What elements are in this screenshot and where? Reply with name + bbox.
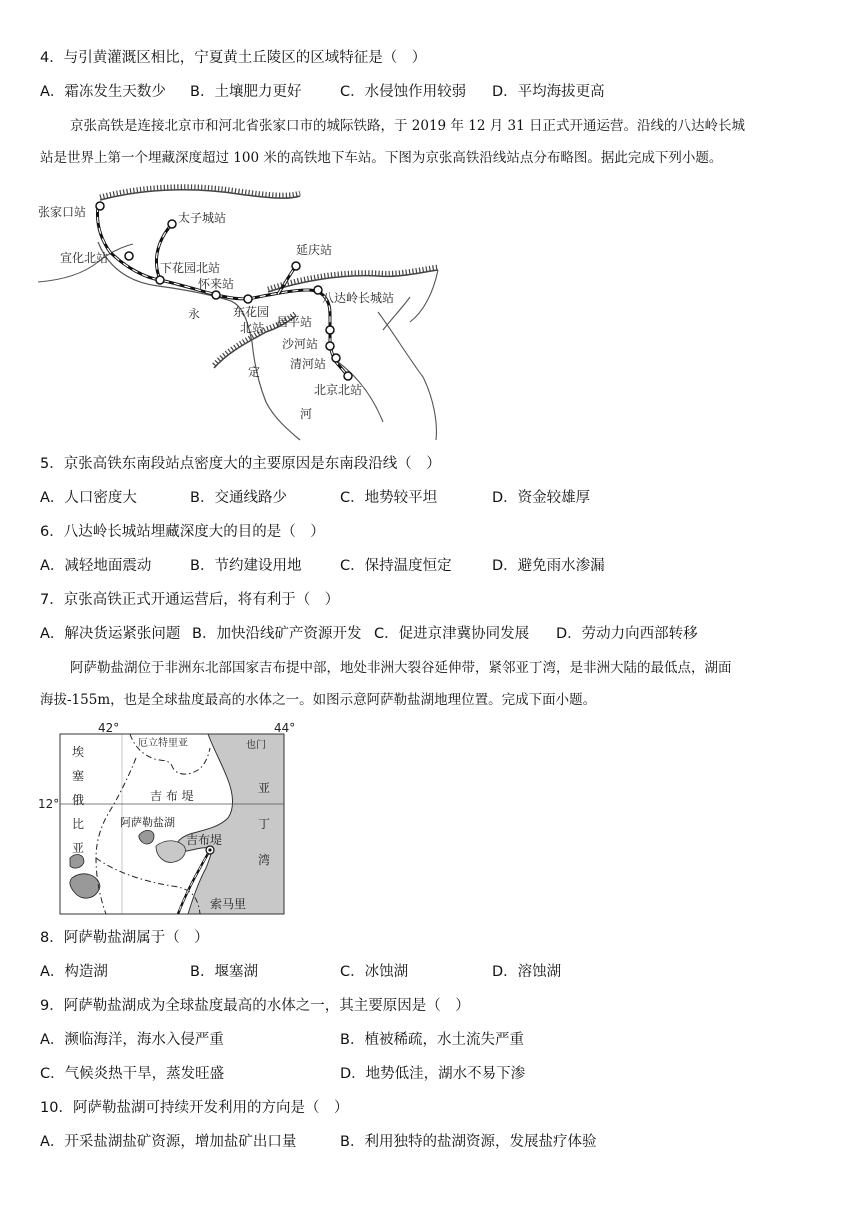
q4-option-b: B．土壤肥力更好 xyxy=(190,84,302,100)
q7-option-d: D．劳动力向西部转移 xyxy=(556,626,698,642)
q5-option-b: B．交通线路少 xyxy=(190,490,287,506)
q5-option-a: A．人口密度大 xyxy=(40,490,137,506)
station-huailai xyxy=(212,291,220,299)
q8-stem: 8．阿萨勒盐湖属于（ ） xyxy=(40,930,209,946)
river-east xyxy=(378,312,436,440)
q7-option-b: B．加快沿线矿产资源开发 xyxy=(192,626,362,642)
label-qinghe: 清河站 xyxy=(290,357,327,371)
q10-option-b: B．利用独特的盐湖资源，发展盐疗体验 xyxy=(340,1134,597,1150)
q8-option-a: A．构造湖 xyxy=(40,964,108,980)
passage2-line1: 阿萨勒盐湖位于非洲东北部国家吉布提中部，地处非洲大裂谷延伸带，紧邻亚丁湾，是非洲大陆的最低点，湖面 xyxy=(70,660,732,676)
label-ethiopia-4: 比 xyxy=(72,817,85,831)
q4-stem: 4．与引黄灌溉区相比，宁夏黄土丘陵区的区域特征是（ ） xyxy=(40,50,427,66)
lat-label: 12° xyxy=(38,797,60,811)
label-ethiopia-2: 塞 xyxy=(72,769,85,783)
label-xiahuayuanbei: 下花园北站 xyxy=(160,261,221,275)
great-wall-east xyxy=(268,270,438,292)
label-beijingbei: 北京北站 xyxy=(314,383,363,397)
label-shahe: 沙河站 xyxy=(282,337,319,351)
station-changping xyxy=(326,326,334,334)
label-eritrea: 厄立特里亚 xyxy=(138,738,188,749)
station-shahe xyxy=(326,342,334,350)
label-gulf-2: 丁 xyxy=(258,817,271,831)
station-qinghe xyxy=(332,354,340,362)
ghoubbet-bay xyxy=(156,841,185,863)
station-beijingbei xyxy=(344,372,352,380)
q7-option-c: C．促进京津冀协同发展 xyxy=(374,626,530,642)
label-gulf-3: 湾 xyxy=(258,853,271,867)
q8-option-d: D．溶蚀湖 xyxy=(492,964,562,980)
q6-option-d: D．避免雨水渗漏 xyxy=(492,558,605,574)
lake-assal-shape xyxy=(139,830,154,844)
label-somalia: 索马里 xyxy=(210,897,247,911)
q7-option-a: A．解决货运紧张问题 xyxy=(40,626,181,642)
q7-stem: 7．京张高铁正式开通运营后，将有利于（ ） xyxy=(40,592,340,608)
q10-stem: 10．阿萨勒盐湖可持续开发利用的方向是（ ） xyxy=(40,1100,349,1116)
label-gulf-1: 亚 xyxy=(258,781,271,795)
q5-stem: 5．京张高铁东南段站点密度大的主要原因是东南段沿线（ ） xyxy=(40,456,441,472)
q5-option-c: C．地势较平坦 xyxy=(340,490,438,506)
passage1-line1: 京张高铁是连接北京市和河北省张家口市的城际铁路，于 2019 年 12 月 31 日正式开通运营。沿线的八达岭长城 xyxy=(70,118,745,134)
station-yanqing xyxy=(292,262,300,270)
passage2-line2: 海拔-155m，也是全球盐度最高的水体之一。如图示意阿萨勒盐湖地理位置。完成下面小题。 xyxy=(40,692,597,708)
passage1-line2: 站是世界上第一个埋藏深度超过 100 米的高铁地下车站。下图为京张高铁沿线站点分布略图。据此完成下列小题。 xyxy=(40,150,723,166)
q4-option-d: D．平均海拔更高 xyxy=(492,84,605,100)
label-donghuayuan: 东花园 xyxy=(233,305,270,319)
q8-option-b: B．堰塞湖 xyxy=(190,964,258,980)
river-char-ding: 定 xyxy=(248,365,261,379)
lake-small-1 xyxy=(70,855,84,869)
q6-option-b: B．节约建设用地 xyxy=(190,558,302,574)
q9-option-a: A．濒临海洋，海水入侵严重 xyxy=(40,1032,224,1048)
label-ethiopia-3: 俄 xyxy=(72,793,85,807)
label-zhangjiakou: 张家口站 xyxy=(38,205,87,219)
lon-left-label: 42° xyxy=(98,721,120,735)
label-huailai: 怀来站 xyxy=(198,277,235,291)
label-ethiopia-1: 埃 xyxy=(72,745,85,759)
station-xiahuayuanbei xyxy=(156,276,164,284)
q8-option-c: C．冰蚀湖 xyxy=(340,964,409,980)
label-ethiopia-5: 亚 xyxy=(72,841,85,855)
q9-option-b: B．植被稀疏，水土流失严重 xyxy=(340,1032,524,1048)
border-ethiopia xyxy=(96,758,136,914)
station-badaling xyxy=(314,286,322,294)
lake-small-2 xyxy=(70,874,100,898)
lon-right-label: 44° xyxy=(274,721,296,735)
q9-option-c: C．气候炎热干旱，蒸发旺盛 xyxy=(40,1066,225,1082)
label-yemen: 也门 xyxy=(246,740,266,751)
river-char-yong: 永 xyxy=(188,307,201,321)
label-xuanhuabei: 宣化北站 xyxy=(60,251,109,265)
label-djibouti-city: 吉布堤 xyxy=(186,833,223,847)
q6-option-c: C．保持温度恒定 xyxy=(340,558,452,574)
station-donghuayuanbei xyxy=(244,295,252,303)
lake-assal-map xyxy=(38,718,308,916)
label-badaling: 八达岭长城站 xyxy=(322,291,395,305)
border-somalia xyxy=(96,858,200,914)
q5-option-d: D．资金较雄厚 xyxy=(492,490,591,506)
jingzhang-railway-map xyxy=(38,182,448,444)
label-taizicheng: 太子城站 xyxy=(178,211,227,225)
q6-stem: 6．八达岭长城站埋藏深度大的目的是（ ） xyxy=(40,524,325,540)
great-wall-north-teeth xyxy=(100,187,300,197)
q10-option-a: A．开采盐湖盐矿资源，增加盐矿出口量 xyxy=(40,1134,297,1150)
label-yanqing: 延庆站 xyxy=(296,243,333,257)
label-djibouti-country: 吉 布 堤 xyxy=(150,789,194,803)
label-lake-assal: 阿萨勒盐湖 xyxy=(120,816,175,829)
capital-marker-dot xyxy=(208,848,211,851)
river-northeast xyxy=(410,270,438,322)
label-donghuayuan-bei: 北站 xyxy=(240,321,265,335)
label-changping: 昌平站 xyxy=(276,315,313,329)
q4-option-c: C．水侵蚀作用较弱 xyxy=(340,84,467,100)
q4-option-a: A．霜冻发生天数少 xyxy=(40,84,166,100)
station-xuanhuabei xyxy=(125,252,133,260)
river-char-he: 河 xyxy=(300,407,313,421)
q6-option-a: A．减轻地面震动 xyxy=(40,558,152,574)
q9-stem: 9．阿萨勒盐湖成为全球盐度最高的水体之一，其主要原因是（ ） xyxy=(40,998,470,1014)
station-zhangjiakou xyxy=(96,202,104,210)
q9-option-d: D．地势低洼，湖水不易下渗 xyxy=(340,1066,526,1082)
station-taizicheng xyxy=(168,220,176,228)
